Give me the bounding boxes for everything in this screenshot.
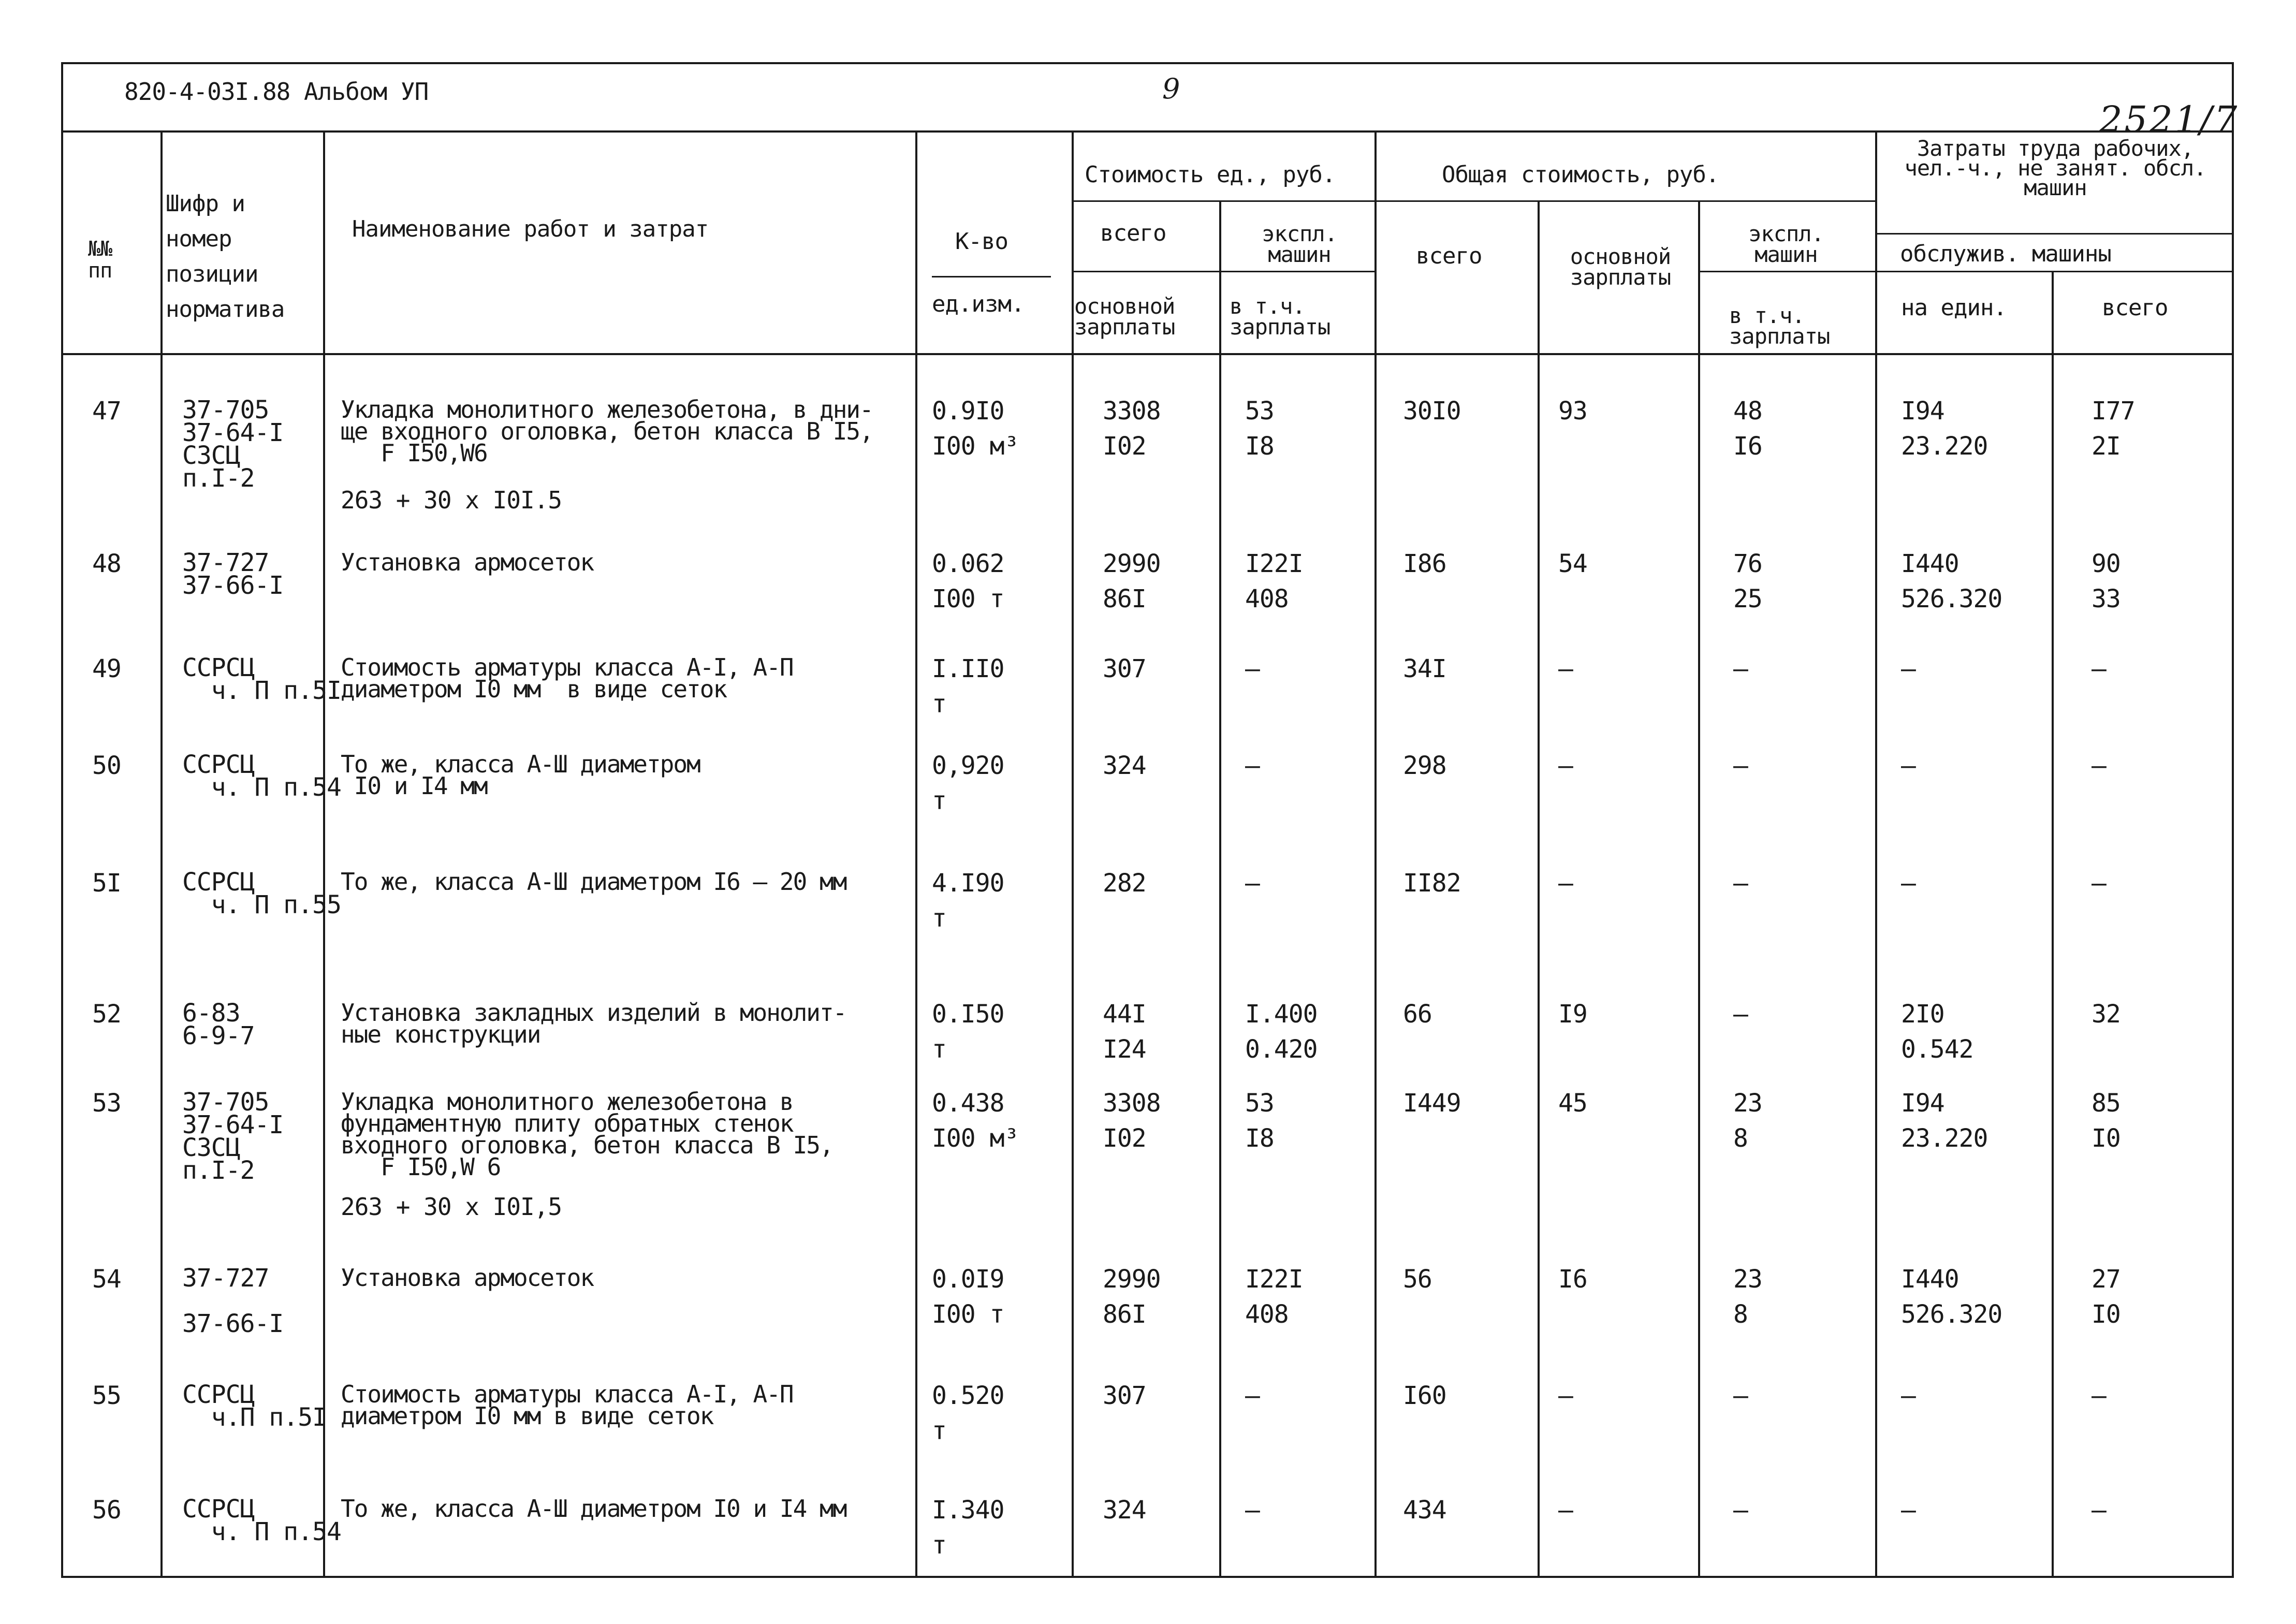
unit-cost-incl-wage: 408 [1245, 584, 1289, 613]
header-labor-service: обслужив. машины [1900, 241, 2111, 267]
norm-code: 37-727 37-66-I [182, 1264, 284, 1338]
header-unit-total: всего [1100, 220, 1166, 246]
labor-total: 90 [2092, 549, 2120, 578]
total-machines: 23 [1733, 1089, 1762, 1118]
total-base-wage: – [1558, 751, 1573, 780]
header-unit: ед.изм. [932, 291, 1025, 317]
norm-code: ССРСЦ ч. П п.55 [182, 868, 341, 919]
work-name: Установка армосеток [341, 1264, 594, 1292]
total-base-wage: I6 [1558, 1265, 1587, 1294]
row-number: 52 [92, 1000, 121, 1029]
labor-total: – [2092, 1496, 2106, 1525]
labor-per-unit: I94 [1901, 397, 1944, 426]
row-number: 54 [92, 1265, 121, 1294]
col-rule [2052, 272, 2054, 1578]
work-name: Установка армосеток [341, 548, 594, 576]
header-total-all: всего [1416, 243, 1482, 269]
unit-cost-machines: – [1245, 1496, 1260, 1525]
header-cipher: Шифр и номер позиции норматива [166, 191, 285, 323]
header-unit-machines: экспл. машин [1262, 221, 1337, 267]
row-number: 50 [92, 751, 121, 780]
unit-cost-base-wage: I24 [1103, 1035, 1146, 1064]
unit: I00 м³ [932, 1124, 1019, 1153]
unit-cost-total: 282 [1103, 869, 1146, 898]
labor-total-service: I0 [2092, 1124, 2120, 1153]
header-rule [1698, 271, 1875, 272]
unit: т [932, 1035, 946, 1064]
unit-cost-machines: 53 [1245, 1089, 1274, 1118]
col-rule [1538, 202, 1540, 1578]
unit: I00 т [932, 1300, 1004, 1329]
row-number: 47 [92, 397, 121, 426]
norm-code: 6-83 6-9-7 [182, 999, 255, 1050]
col-rule [1072, 130, 1074, 1578]
work-name: То же, класса А-Ш диаметром I6 – 20 мм [341, 868, 846, 896]
total-cost: I86 [1403, 549, 1446, 578]
quantity: 0.520 [932, 1381, 1004, 1410]
unit: I00 т [932, 584, 1004, 613]
labor-total: – [2092, 869, 2106, 898]
row-number: 55 [92, 1381, 121, 1410]
unit-cost-machines: 53 [1245, 397, 1274, 426]
col-rule [1374, 130, 1377, 1578]
total-cost: 66 [1403, 1000, 1432, 1029]
header-rule [1875, 233, 2234, 235]
unit-cost-total: 324 [1103, 751, 1146, 780]
total-machines: 23 [1733, 1265, 1762, 1294]
header-rule [1875, 271, 2234, 272]
unit-cost-incl-wage: 408 [1245, 1300, 1289, 1329]
total-base-wage: – [1558, 1381, 1573, 1410]
work-name: Укладка монолитного железобетона в фундаментную плиту обратных стенок входного оголовка, бетон класса В I5, F I50,W 6 [341, 1088, 833, 1181]
total-cost: I449 [1403, 1089, 1461, 1118]
unit-cost-machines: – [1245, 869, 1260, 898]
row-number: 56 [92, 1496, 121, 1525]
total-incl-wage: I6 [1733, 432, 1762, 461]
total-machines: – [1733, 869, 1748, 898]
work-name: Стоимость арматуры класса А-I, А-П диаметром I0 мм в виде сеток [341, 653, 793, 703]
labor-total: I77 [2092, 397, 2135, 426]
labor-per-unit: I440 [1901, 1265, 1959, 1294]
unit-cost-total: 307 [1103, 1381, 1146, 1410]
header-unit-base-wage: основной зарплаты [1074, 294, 1175, 340]
labor-total: – [2092, 1381, 2106, 1410]
quantity: 0.9I0 [932, 397, 1004, 426]
unit-cost-machines: I22I [1245, 549, 1303, 578]
sheet-number: 2521/7 [2099, 98, 2240, 141]
header-total-machines: экспл. машин [1748, 221, 1824, 267]
unit: т [932, 690, 946, 719]
header-labor-per-unit: на един. [1901, 295, 2007, 321]
quantity: 0.0I9 [932, 1265, 1004, 1294]
unit-cost-machines: – [1245, 751, 1260, 780]
total-machines: – [1733, 1496, 1748, 1525]
labor-total: 32 [2092, 1000, 2120, 1029]
col-rule [915, 130, 917, 1578]
work-name: Укладка монолитного железобетона, в дни- ще входного оголовка, бетон класса В I5, F I50,W6 [341, 396, 873, 467]
labor-total: – [2092, 654, 2106, 683]
quantity: I.II0 [932, 654, 1004, 683]
norm-code: ССРСЦ ч. П п.54 [182, 750, 341, 802]
labor-per-unit: – [1901, 1381, 1915, 1410]
total-cost: 434 [1403, 1496, 1446, 1525]
total-base-wage: 93 [1558, 397, 1587, 426]
header-labor-total: всего [2102, 295, 2168, 321]
labor-total: – [2092, 751, 2106, 780]
row-number: 53 [92, 1089, 121, 1118]
header-unit-cost: Стоимость ед., руб. [1085, 162, 1336, 188]
labor-per-unit-service: 0.542 [1901, 1035, 1973, 1064]
total-machines: 76 [1733, 549, 1762, 578]
labor-total: 85 [2092, 1089, 2120, 1118]
unit-cost-base-wage: 86I [1103, 584, 1146, 613]
unit: т [932, 1531, 946, 1560]
header-rule [1072, 271, 1374, 272]
labor-per-unit: – [1901, 869, 1915, 898]
labor-total-service: 33 [2092, 584, 2120, 613]
quantity: 4.I90 [932, 869, 1004, 898]
total-base-wage: – [1558, 654, 1573, 683]
unit: т [932, 904, 946, 933]
title-divider [61, 130, 2234, 133]
unit: т [932, 786, 946, 815]
unit-cost-total: 307 [1103, 654, 1146, 683]
header-rule [1072, 200, 1875, 202]
unit-cost-machines: I22I [1245, 1265, 1303, 1294]
labor-total: 27 [2092, 1265, 2120, 1294]
unit-cost-incl-wage: 0.420 [1245, 1035, 1318, 1064]
labor-total-service: 2I [2092, 432, 2120, 461]
unit-cost-base-wage: 86I [1103, 1300, 1146, 1329]
total-machines: – [1733, 751, 1748, 780]
total-machines: 48 [1733, 397, 1762, 426]
labor-per-unit-service: 526.320 [1901, 584, 2002, 613]
labor-per-unit: – [1901, 654, 1915, 683]
quantity: 0,920 [932, 751, 1004, 780]
row-number: 48 [92, 549, 121, 578]
unit-cost-machines: – [1245, 1381, 1260, 1410]
quantity: 0.I50 [932, 1000, 1004, 1029]
unit: I00 м³ [932, 432, 1019, 461]
norm-code: 37-705 37-64-I СЗСЦ п.I-2 [182, 396, 284, 493]
total-cost: 298 [1403, 751, 1446, 780]
unit-cost-total: 2990 [1103, 549, 1161, 578]
total-cost: 34I [1403, 654, 1446, 683]
labor-total-service: I0 [2092, 1300, 2120, 1329]
total-incl-wage: 8 [1733, 1124, 1748, 1153]
labor-per-unit-service: 526.320 [1901, 1300, 2002, 1329]
total-incl-wage: 8 [1733, 1300, 1748, 1329]
header-quantity: К-во [955, 228, 1008, 255]
total-base-wage: I9 [1558, 1000, 1587, 1029]
header-total-base-wage: основной зарплаты [1570, 244, 1671, 290]
unit-cost-incl-wage: I8 [1245, 1124, 1274, 1153]
unit-cost-machines: I.400 [1245, 1000, 1318, 1029]
col-rule [160, 130, 163, 1578]
labor-per-unit: I94 [1901, 1089, 1944, 1118]
quantity: 0.062 [932, 549, 1004, 578]
labor-per-unit: I440 [1901, 549, 1959, 578]
work-name: Стоимость арматуры класса А-I, А-П диаметром I0 мм в виде сеток [341, 1380, 793, 1430]
total-base-wage: – [1558, 869, 1573, 898]
col-rule [1698, 202, 1700, 1578]
quantity: I.340 [932, 1496, 1004, 1525]
col-rule [1219, 202, 1221, 1578]
row-number: 49 [92, 654, 121, 683]
norm-code: ССРСЦ ч. П п.5I [182, 653, 341, 705]
header-row-number: №№ пп [88, 237, 112, 283]
col-rule [323, 130, 325, 1578]
norm-code: 37-705 37-64-I СЗСЦ п.I-2 [182, 1088, 284, 1185]
norm-code: 37-727 37-66-I [182, 548, 284, 600]
total-cost: 56 [1403, 1265, 1432, 1294]
total-base-wage: – [1558, 1496, 1573, 1525]
header-labor: Затраты труда рабочих, чел.-ч., не занят. обсл. машин [1904, 136, 2206, 200]
page-number: 9 [1162, 72, 1180, 105]
total-machines: – [1733, 1000, 1748, 1029]
work-name: То же, класса А-Ш диаметром I0 и I4 мм [341, 1495, 846, 1523]
header-total-cost: Общая стоимость, руб. [1442, 162, 1719, 188]
total-cost: I60 [1403, 1381, 1446, 1410]
unit: т [932, 1416, 946, 1445]
table-frame [61, 62, 2234, 1578]
header-work-name: Наименование работ и затрат [352, 216, 709, 242]
quantity: 0.438 [932, 1089, 1004, 1118]
unit-cost-base-wage: I02 [1103, 1124, 1146, 1153]
col-rule [1875, 130, 1877, 1578]
labor-per-unit-service: 23.220 [1901, 432, 1988, 461]
work-name: Установка закладных изделий в монолит- ные конструкции [341, 999, 846, 1048]
calc-formula: 263 + 30 x I0I.5 [341, 486, 562, 514]
norm-code: ССРСЦ ч.П п.5I [182, 1380, 327, 1432]
labor-per-unit: – [1901, 751, 1915, 780]
unit-cost-base-wage: I02 [1103, 432, 1146, 461]
labor-per-unit: – [1901, 1496, 1915, 1525]
unit-cost-total: 3308 [1103, 1089, 1161, 1118]
unit-cost-total: 2990 [1103, 1265, 1161, 1294]
labor-per-unit-service: 23.220 [1901, 1124, 1988, 1153]
total-base-wage: 45 [1558, 1089, 1587, 1118]
work-name: То же, класса А-Ш диаметром I0 и I4 мм [341, 750, 700, 800]
total-base-wage: 54 [1558, 549, 1587, 578]
header-unit-incl-wage: в т.ч. зарплаты [1230, 294, 1330, 340]
total-machines: – [1733, 1381, 1748, 1410]
header-total-incl-wage: в т.ч. зарплаты [1729, 303, 1830, 349]
labor-per-unit: 2I0 [1901, 1000, 1944, 1029]
header-bottom-rule [61, 353, 2234, 355]
total-cost: II82 [1403, 869, 1461, 898]
unit-cost-total: 3308 [1103, 397, 1161, 426]
unit-cost-total: 44I [1103, 1000, 1146, 1029]
total-cost: 30I0 [1403, 397, 1461, 426]
header-rule [932, 276, 1051, 277]
total-machines: – [1733, 654, 1748, 683]
document-code: 820-4-03I.88 Альбом УП [124, 78, 429, 106]
total-incl-wage: 25 [1733, 584, 1762, 613]
unit-cost-machines: – [1245, 654, 1260, 683]
norm-code: ССРСЦ ч. П п.54 [182, 1495, 341, 1546]
row-number: 5I [92, 869, 121, 898]
calc-formula: 263 + 30 x I0I,5 [341, 1193, 562, 1221]
unit-cost-incl-wage: I8 [1245, 432, 1274, 461]
unit-cost-total: 324 [1103, 1496, 1146, 1525]
